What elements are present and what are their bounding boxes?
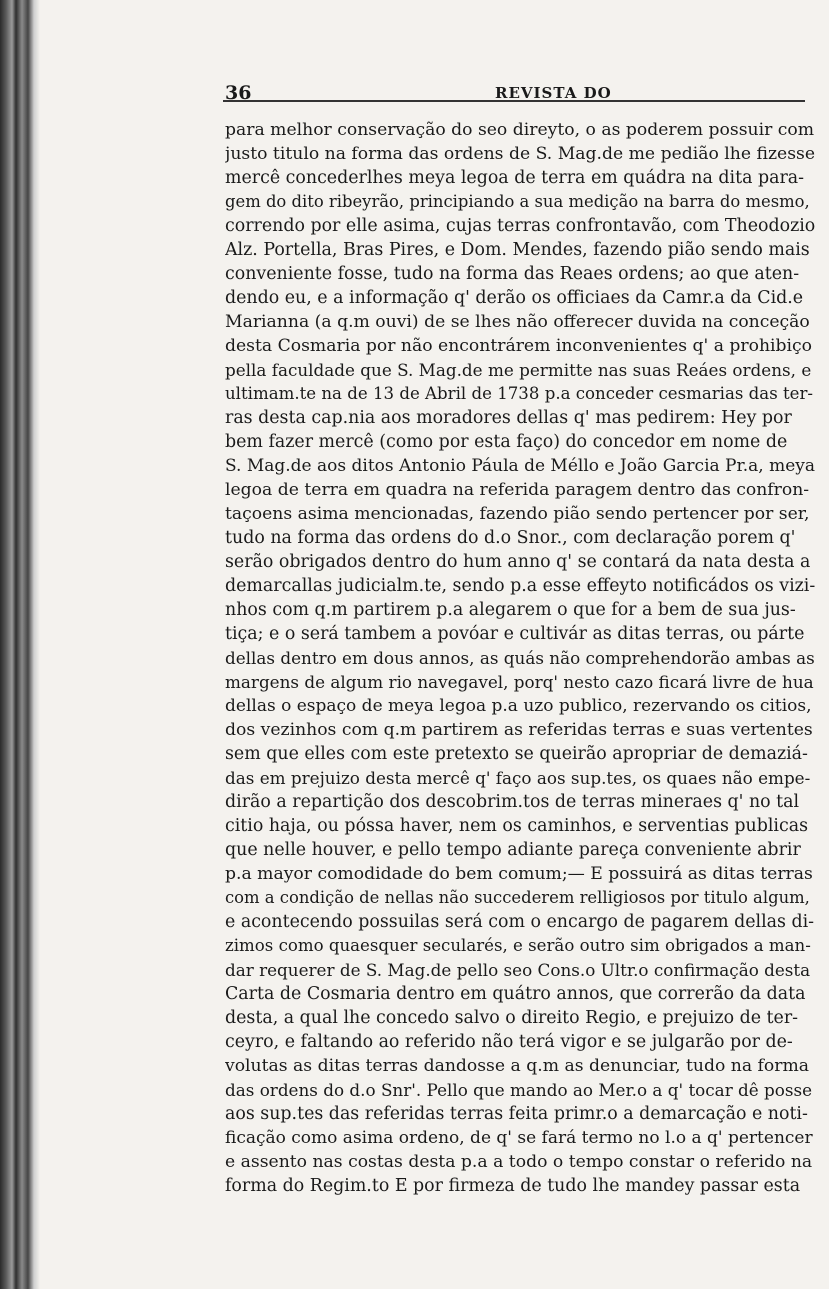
text-line: dirão a repartição dos descobrim.tos de terras mineraes q' no tal <box>225 792 800 812</box>
text-line: Marianna (a q.m ouvi) de se lhes não offerecer duvida na conceção <box>225 312 810 332</box>
text-line: dos vezinhos com q.m partirem as referidas terras e suas vertentes <box>225 720 813 740</box>
body-text <box>225 118 815 1198</box>
text-line: conveniente fosse, tudo na forma das Reaes ordens; ao que aten- <box>225 264 800 284</box>
text-line: desta, a qual lhe concedo salvo o direito Regio, e prejuizo de ter- <box>225 1008 799 1028</box>
text-line: dellas o espaço de meya legoa p.a uzo publico, rezervando os citios, <box>225 696 812 716</box>
text-line: mercê concederlhes meya legoa de terra em quádra na dita para- <box>225 168 805 188</box>
text-line: pella faculdade que S. Mag.de me permitte nas suas Reáes ordens, e <box>225 360 812 380</box>
text-line: das ordens do d.o Snr'. Pello que mando ao Mer.o a q' tocar dê posse <box>225 1080 813 1100</box>
text-line: que nelle houver, e pello tempo adiante pareça conveniente abrir <box>225 840 801 860</box>
text-line: sem que elles com este pretexto se queirão apropriar de demaziá- <box>225 744 808 764</box>
page-number: 36 <box>225 82 252 104</box>
book-binding-edge <box>0 0 40 1289</box>
running-head: REVISTA DO <box>495 84 612 102</box>
text-line: legoa de terra em quadra na referida paragem dentro das confron- <box>225 480 810 500</box>
text-line: Alz. Portella, Bras Pires, e Dom. Mendes, fazendo pião sendo mais <box>225 240 810 260</box>
text-line: e assento nas costas desta p.a a todo o tempo constar o referido na <box>225 1152 813 1172</box>
text-line: bem fazer mercê (como por esta faço) do concedor em nome de <box>225 432 788 452</box>
text-line: gem do dito ribeyrão, principiando a sua medição na barra do mesmo, <box>225 192 810 211</box>
text-line: correndo por elle asima, cujas terras confrontavão, com Theodozio <box>225 216 815 236</box>
text-line: Carta de Cosmaria dentro em quátro annos, que correrão da data <box>225 984 806 1004</box>
text-line: dellas dentro em dous annos, as quás não comprehendorão ambas as <box>225 648 815 668</box>
text-line: das em prejuizo desta mercê q' faço aos sup.tes, os quaes não empe- <box>225 768 811 788</box>
text-line: citio haja, ou póssa haver, nem os caminhos, e serventias publicas <box>225 816 809 836</box>
text-line: ficação como asima ordeno, de q' se fará termo no l.o a q' pertencer <box>225 1128 813 1148</box>
text-line: ras desta cap.nia aos moradores dellas q' mas pedirem: Hey por <box>225 408 792 428</box>
text-line: margens de algum rio navegavel, porq' nesto cazo ficará livre de hua <box>225 672 814 692</box>
text-line: e acontecendo possuilas será com o encargo de pagarem dellas di- <box>225 912 815 932</box>
header-rule <box>223 100 805 102</box>
text-line: tiça; e o será tambem a povóar e cultivár as ditas terras, ou párte <box>225 624 805 644</box>
text-line: demarcallas judicialm.te, sendo p.a esse effeyto notificádos os vizi- <box>225 576 815 596</box>
text-line: ultimam.te na de 13 de Abril de 1738 p.a conceder cesmarias das ter- <box>225 384 814 403</box>
text-line: p.a mayor comodidade do bem comum;— E possuirá as ditas terras <box>225 864 813 884</box>
text-line: ceyro, e faltando ao referido não terá vigor e se julgarão por de- <box>225 1032 793 1052</box>
text-line: taçoens asima mencionadas, fazendo pião sendo pertencer por ser, <box>225 504 810 524</box>
text-line: justo titulo na forma das ordens de S. Mag.de me pedião lhe fizesse <box>225 144 815 164</box>
text-line: dendo eu, e a informação q' derão os officiaes da Camr.a da Cid.e <box>225 288 804 308</box>
text-line: zimos como quaesquer secularés, e serão outro sim obrigados a man- <box>225 936 811 955</box>
text-line: nhos com q.m partirem p.a alegarem o que for a bem de sua jus- <box>225 600 796 620</box>
text-line: S. Mag.de aos ditos Antonio Páula de Méllo e João Garcia Pr.a, meya <box>225 456 815 476</box>
text-line: tudo na forma das ordens do d.o Snor., com declaração porem q' <box>225 528 796 548</box>
text-line: forma do Regim.to E por firmeza de tudo lhe mandey passar esta <box>225 1176 801 1196</box>
text-line: volutas as ditas terras dandosse a q.m as denunciar, tudo na forma <box>225 1056 810 1076</box>
text-line: para melhor conservação do seo direyto, o as poderem possuir com <box>225 120 815 140</box>
text-line: dar requerer de S. Mag.de pello seo Cons.o Ultr.o confirmação desta <box>225 960 811 980</box>
text-line: desta Cosmaria por não encontrárem inconvenientes q' a prohibiço <box>225 336 813 356</box>
text-line: serão obrigados dentro do hum anno q' se contará da nata desta a <box>225 552 811 572</box>
text-line: aos sup.tes das referidas terras feita primr.o a demarcação e noti- <box>225 1104 808 1124</box>
text-line: com a condição de nellas não succederem relligiosos por titulo algum, <box>225 888 810 907</box>
